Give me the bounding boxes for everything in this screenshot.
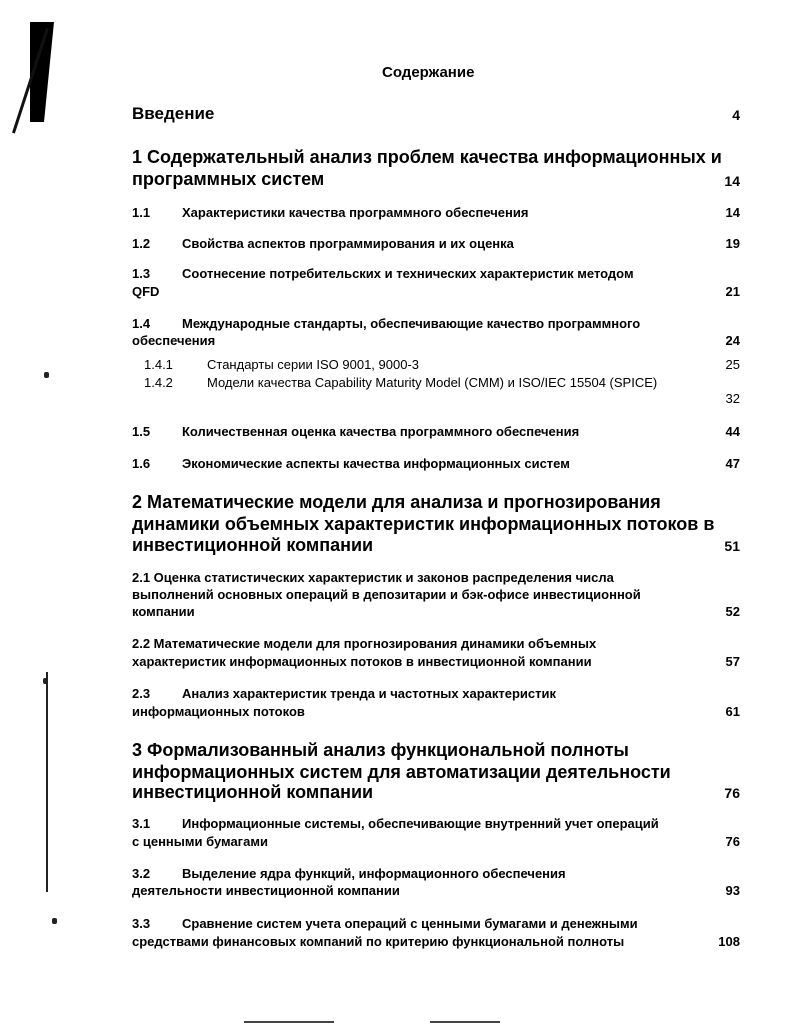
scan-artifact-speck xyxy=(43,678,48,684)
toc-section-1-4-line1: Международные стандарты, обеспечивающие качество программного xyxy=(182,316,641,331)
toc-section-1-6-page: 47 xyxy=(725,456,740,471)
toc-section-3-1-line1: Информационные системы, обеспечивающие внутренний учет операций xyxy=(182,816,659,831)
toc-section-2-1-line2: выполнений основных операций в депозитарии и бэк-офисе инвестиционной xyxy=(132,587,641,602)
toc-section-1-2-label: Свойства аспектов программирования и их оценка xyxy=(182,236,514,251)
toc-chapter-1-page: 14 xyxy=(724,173,740,189)
toc-chapter-3-page: 76 xyxy=(724,785,740,801)
toc-section-2-3-line1: Анализ характеристик тренда и частотных характеристик xyxy=(182,686,556,701)
toc-section-2-1-line3: компании xyxy=(132,604,195,619)
toc-section-1-4-number: 1.4 xyxy=(132,316,151,331)
toc-section-1-6-number: 1.6 xyxy=(132,456,151,471)
toc-chapter-3-line2: информационных систем для автоматизации деятельности xyxy=(132,762,671,782)
toc-chapter-2-line1: 2 Математические модели для анализа и прогнозирования xyxy=(132,492,661,512)
page-title: Содержание xyxy=(382,64,475,81)
toc-section-1-3-page: 21 xyxy=(725,284,740,299)
toc-section-2-3-page: 61 xyxy=(725,704,740,719)
toc-section-2-2-page: 57 xyxy=(725,654,740,669)
toc-chapter-2-line2: динамики объемных характеристик информационных потоков в xyxy=(132,514,715,534)
toc-section-1-5-page: 44 xyxy=(725,424,740,439)
scan-artifact-bottom-line xyxy=(430,1021,500,1023)
toc-section-3-3-line2: средствами финансовых компаний по критерию функциональной полноты xyxy=(132,934,625,949)
toc-section-3-1-page: 76 xyxy=(725,834,740,849)
toc-section-2-1-line1: 2.1 Оценка статистических характеристик и законов распределения числа xyxy=(132,570,614,585)
toc-section-2-3-line2: информационных потоков xyxy=(132,704,305,719)
toc-section-3-2-line1: Выделение ядра функций, информационного обеспечения xyxy=(182,866,566,881)
toc-section-1-2-page: 19 xyxy=(725,236,740,251)
toc-section-1-5-number: 1.5 xyxy=(132,424,151,439)
toc-subsection-1-4-2-label: Модели качества Capability Maturity Model (CMM) и ISO/IEC 15504 (SPICE) xyxy=(207,375,658,390)
toc-section-3-3-page: 108 xyxy=(718,934,740,949)
toc-chapter-1-line1: 1 Содержательный анализ проблем качества информационных и xyxy=(132,147,722,167)
scan-artifact-bottom-line xyxy=(244,1021,334,1023)
toc-section-1-3-line2: QFD xyxy=(132,284,160,299)
toc-section-3-1-number: 3.1 xyxy=(132,816,151,831)
toc-section-3-2-number: 3.2 xyxy=(132,866,151,881)
toc-entry-intro-page: 4 xyxy=(732,107,740,123)
toc-subsection-1-4-1-page: 25 xyxy=(725,357,740,372)
toc-section-1-5-label: Количественная оценка качества программного обеспечения xyxy=(182,424,580,439)
toc-chapter-2-page: 51 xyxy=(724,538,740,554)
toc-subsection-1-4-2-number: 1.4.2 xyxy=(144,375,173,390)
scan-artifact-speck xyxy=(44,372,49,378)
toc-chapter-3-line1: 3 Формализованный анализ функциональной полноты xyxy=(132,740,629,760)
toc-section-1-4-line2: обеспечения xyxy=(132,333,216,348)
toc-section-1-1-number: 1.1 xyxy=(132,205,151,220)
toc-section-3-2-page: 93 xyxy=(725,883,740,898)
scan-artifact-margin-line xyxy=(46,672,48,892)
toc-chapter-3-line3: инвестиционной компании xyxy=(132,782,374,802)
toc-section-1-6-label: Экономические аспекты качества информационных систем xyxy=(182,456,570,471)
toc-section-1-1-page: 14 xyxy=(725,205,740,220)
toc-entry-intro-label: Введение xyxy=(132,104,215,123)
toc-section-3-3-line1: Сравнение систем учета операций с ценными бумагами и денежными xyxy=(182,916,638,931)
toc-section-3-1-line2: с ценными бумагами xyxy=(132,834,268,849)
toc-section-1-3-number: 1.3 xyxy=(132,266,151,281)
toc-section-2-2-line1: 2.2 Математические модели для прогнозирования динамики объемных xyxy=(132,636,597,651)
toc-subsection-1-4-1-label: Стандарты серии ISO 9001, 9000-3 xyxy=(207,357,419,372)
scan-artifact-speck xyxy=(52,918,57,924)
toc-section-2-2-line2: характеристик информационных потоков в инвестиционной компании xyxy=(132,654,592,669)
toc-section-1-1-label: Характеристики качества программного обеспечения xyxy=(182,205,529,220)
toc-chapter-2-line3: инвестиционной компании xyxy=(132,535,374,555)
toc-section-3-3-number: 3.3 xyxy=(132,916,151,931)
toc-section-2-1-page: 52 xyxy=(725,604,740,619)
toc-section-1-3-line1: Соотнесение потребительских и технических характеристик методом xyxy=(182,266,634,281)
toc-section-2-3-number: 2.3 xyxy=(132,686,151,701)
toc-subsection-1-4-2-page: 32 xyxy=(725,391,740,406)
toc-section-1-2-number: 1.2 xyxy=(132,236,151,251)
toc-subsection-1-4-1-number: 1.4.1 xyxy=(144,357,173,372)
toc-section-1-4-page: 24 xyxy=(725,333,740,348)
toc-chapter-1-line2: программных систем xyxy=(132,169,325,189)
toc-section-3-2-line2: деятельности инвестиционной компании xyxy=(132,883,400,898)
